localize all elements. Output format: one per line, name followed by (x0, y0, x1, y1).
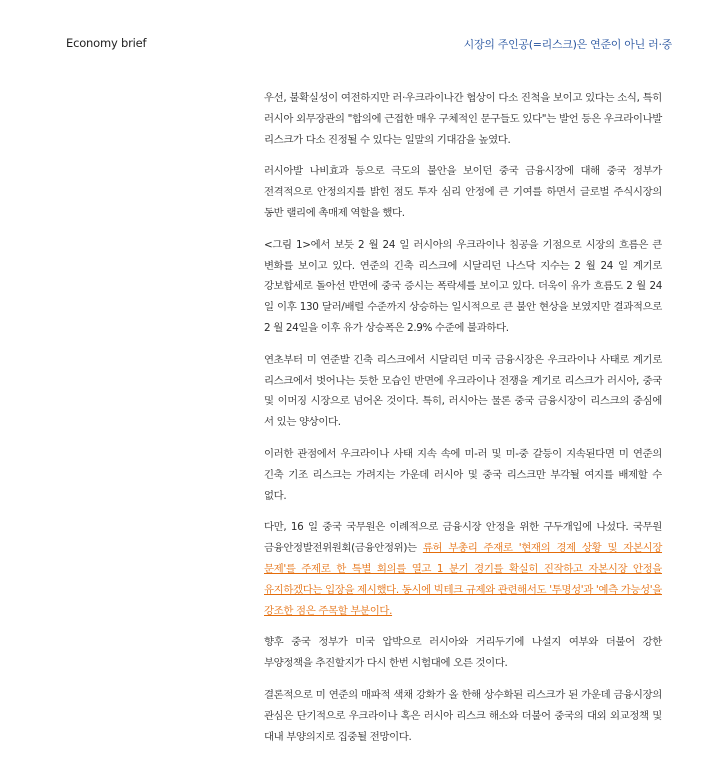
paragraph-3: <그림 1>에서 보듯 2 월 24 일 러시아의 우크라이나 침공을 기점으로 시장의 흐름은 큰 변화를 보이고 있다. 연준의 긴축 리스크에 시달리던 나스닥 지수는 2 월 24 일 계기로 강보합세로 돌아선 반면에 중국 증시는 폭락세를 보이고 있다. 더욱이 유가 흐름도 2 월 24 일 이후 130 달러/배럴 수준까지 상승하는 일시적으로 큰 불안 현상을 보였지만 결과적으로 2 월 24일을 이후 유가 상승폭은 2.9% 수준에 불과하다. (264, 238, 662, 334)
header-right-title: 시장의 주인공(=리스크)은 연준이 아닌 러·중 (463, 38, 672, 51)
paragraph-8: 결론적으로 미 연준의 매파적 색채 강화가 올 한해 상수화된 리스크가 된 가운데 금융시장의 관심은 단기적으로 우크라이나 혹은 러시아 리스크 해소와 더불어 중국의 대외 외교정책 및 대내 부양의지로 집중될 전망이다. (264, 688, 662, 743)
paragraph-2: 러시아발 나비효과 등으로 극도의 불안을 보이던 중국 금융시장에 대해 중국 정부가 전격적으로 안정의지를 밝힌 점도 투자 심리 안정에 큰 기여를 하면서 글로벌 주식시장의 동반 랠리에 촉매제 역할을 했다. (264, 165, 662, 219)
paragraph-1: 우선, 불확실성이 여전하지만 러·우크라이나간 협상이 다소 진척을 보이고 있다는 소식, 특히 러시아 외무장관의 "합의에 근접한 매우 구체적인 문구들도 있다"는 발언 등은 우크라이나발 리스크가 다소 진정될 수 있다는 일말의 기대감을 높였다. (264, 92, 662, 146)
paragraph-5: 이러한 관점에서 우크라이나 사태 지속 속에 미-러 및 미-중 갈등이 지속된다면 미 연준의 긴축 기조 리스크는 가려지는 가운데 러시아 및 중국 리스크만 부각될 여지를 배제할 수 없다. (264, 447, 662, 502)
paragraph-6-highlight: 류허 부총리 주재로 '현재의 경제 상황 및 자본시장 문제'를 주제로 한 특별 회의를 열고 1 분기 경기를 확실히 진작하고 자본시장 안정을 유지하겠다는 입장을 제시했다. 동시에 빅테크 규제와 관련해서도 '투명성'과 '예측 가능성'을 강조한 점은 주목할 부분이다. (264, 542, 663, 617)
article-body (264, 88, 662, 758)
header-left-title: Economy brief (66, 36, 147, 50)
paragraph-6 (264, 517, 662, 621)
paragraph-6-text: 다만, 16 일 중국 국무원은 이례적으로 금융시장 안정을 위한 구두개입에 나섰다. 국무원 금융안정발전위원회(금융안정위)는 (264, 521, 662, 555)
paragraph-7: 향후 중국 정부가 미국 압박으로 러시아와 거리두기에 나설지 여부와 더불어 강한 부양정책을 추진할지가 다시 한번 시험대에 오른 것이다. (264, 636, 662, 670)
paragraph-4: 연초부터 미 연준발 긴축 리스크에서 시달리던 미국 금융시장은 우크라이나 사태로 계기로 리스크에서 벗어나는 듯한 모습인 반면에 우크라이나 전쟁을 계기로 리스크가 러시아, 중국 및 이머징 시장으로 넘어온 것이다. 특히, 러시아는 물론 중국 금융시장이 리스크의 중심에 서 있는 양상이다. (264, 353, 662, 429)
